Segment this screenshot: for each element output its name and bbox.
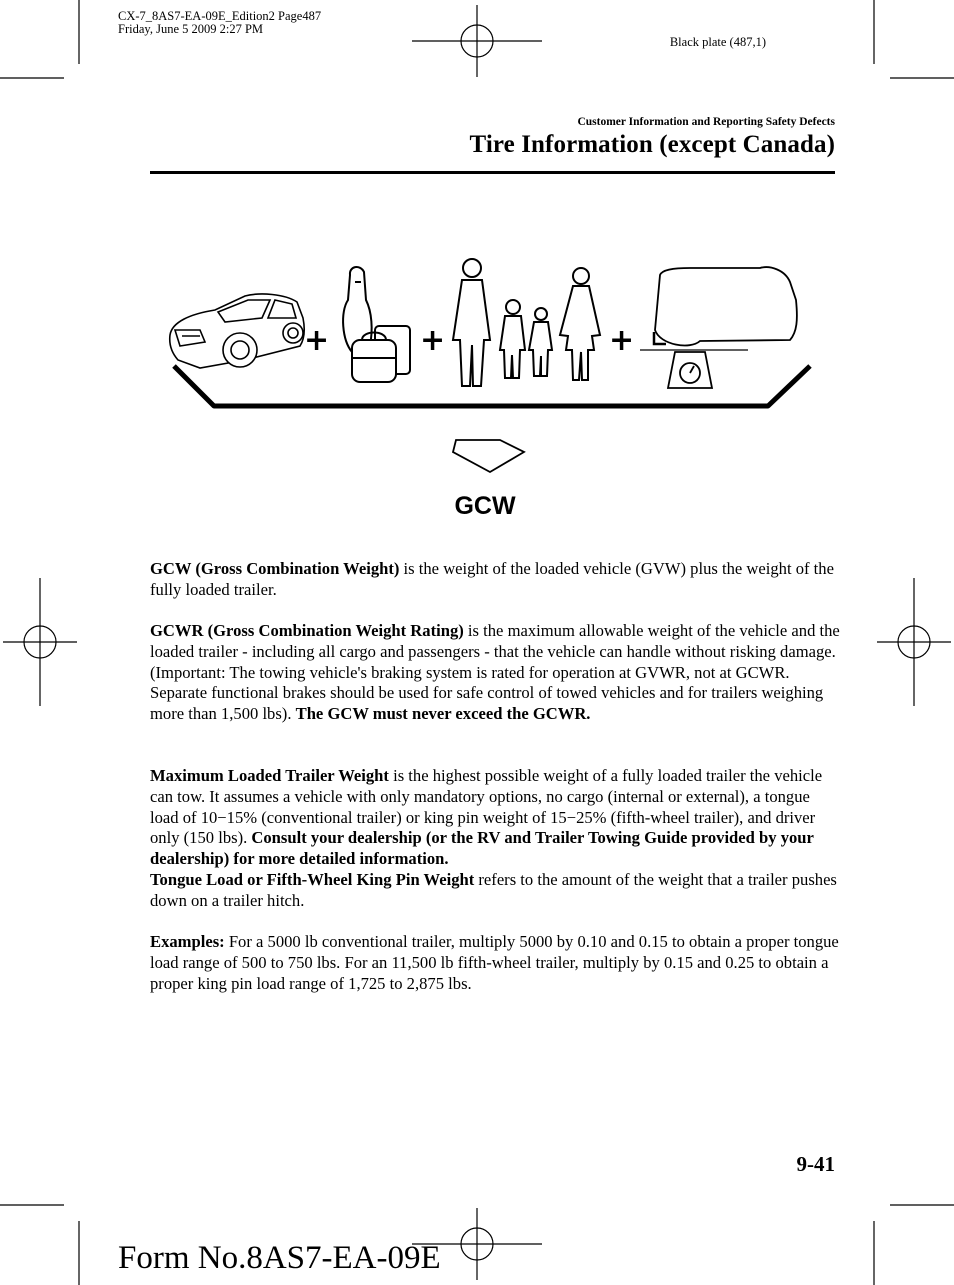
- print-header-line1: CX-7_8AS7-EA-09E_Edition2 Page487: [118, 9, 322, 23]
- term-tongue-load: Tongue Load or Fifth-Wheel King Pin Weight: [150, 869, 475, 889]
- definition-text: is the highest possible weight of a fully loaded trailer the vehicle can tow. It assumes a vehicle with only mandatory options, no cargo (internal or external), a tongue load of 10−15% (conventional trailer) or king pin weight of 15−25% (fifth-wheel trailer), and driver only (150 lbs).: [150, 766, 823, 848]
- page-title: Tire Information (except Canada): [469, 131, 835, 158]
- section-heading: Customer Information and Reporting Safety Defects: [577, 116, 835, 128]
- plus-sign: +: [420, 323, 446, 358]
- plus-sign: +: [609, 323, 635, 358]
- sum-bracket: [174, 366, 810, 406]
- print-header-line2: Friday, June 5 2009 2:27 PM: [118, 22, 264, 36]
- car-icon: [170, 294, 304, 368]
- arrow-down-icon: [453, 440, 524, 472]
- family-icon: [453, 259, 600, 386]
- paragraph-examples: [150, 932, 840, 994]
- plus-sign: +: [304, 323, 330, 358]
- gcw-label: GCW: [454, 492, 516, 520]
- paragraph-max-trailer-weight: [150, 766, 840, 912]
- title-rule: [150, 171, 835, 174]
- registration-mark-left: [3, 578, 77, 706]
- definition-text: is the weight of the loaded vehicle (GVW) plus the weight of the fully loaded trailer.: [150, 559, 834, 599]
- examples-text: For a 5000 lb conventional trailer, multiply 5000 by 0.10 and 0.15 to obtain a proper tongue load range of 500 to 750 lbs. For an 11,500 lb fifth-wheel trailer, multiply by 0.15 and 0.25 to obtain a proper king pin load range of 1,725 to 2,875 lbs.: [150, 932, 839, 993]
- consult-dealer-text: Consult your dealership (or the RV and Trailer Towing Guide provided by your dealership) for more detailed information.: [150, 828, 814, 869]
- page-number: 9-41: [796, 1152, 835, 1176]
- paragraph-gcwr: [150, 621, 840, 725]
- registration-mark-right: [877, 578, 951, 706]
- scale-icon: [668, 352, 712, 388]
- term-gcw: GCW (Gross Combination Weight): [150, 559, 400, 578]
- definition-text: is the maximum allowable weight of the vehicle and the loaded trailer - including all cargo and passengers - that the vehicle can handle without risking damage. (Important: The towing vehicle's braking system is rated for operation at GVWR, not at GCWR. Separate functional brakes should be used for safe control of towed vehicles and for trailers weighing more than 1,500 lbs).: [150, 621, 840, 724]
- trailer-icon: [640, 267, 797, 350]
- term-examples: Examples:: [150, 932, 225, 951]
- definition-text: refers to the amount of the weight that a trailer pushes down on a trailer hitch.: [150, 869, 837, 910]
- term-gcwr: GCWR (Gross Combination Weight Rating): [150, 621, 464, 640]
- luggage-icon: [343, 267, 410, 382]
- plate-label: Black plate (487,1): [669, 35, 766, 49]
- paragraph-gcw: [150, 559, 840, 601]
- form-number: Form No.8AS7-EA-09E: [118, 1240, 441, 1276]
- term-max-trailer-weight: Maximum Loaded Trailer Weight: [150, 766, 389, 785]
- registration-mark-top: [412, 5, 542, 77]
- warning-text: The GCW must never exceed the GCWR.: [295, 704, 591, 724]
